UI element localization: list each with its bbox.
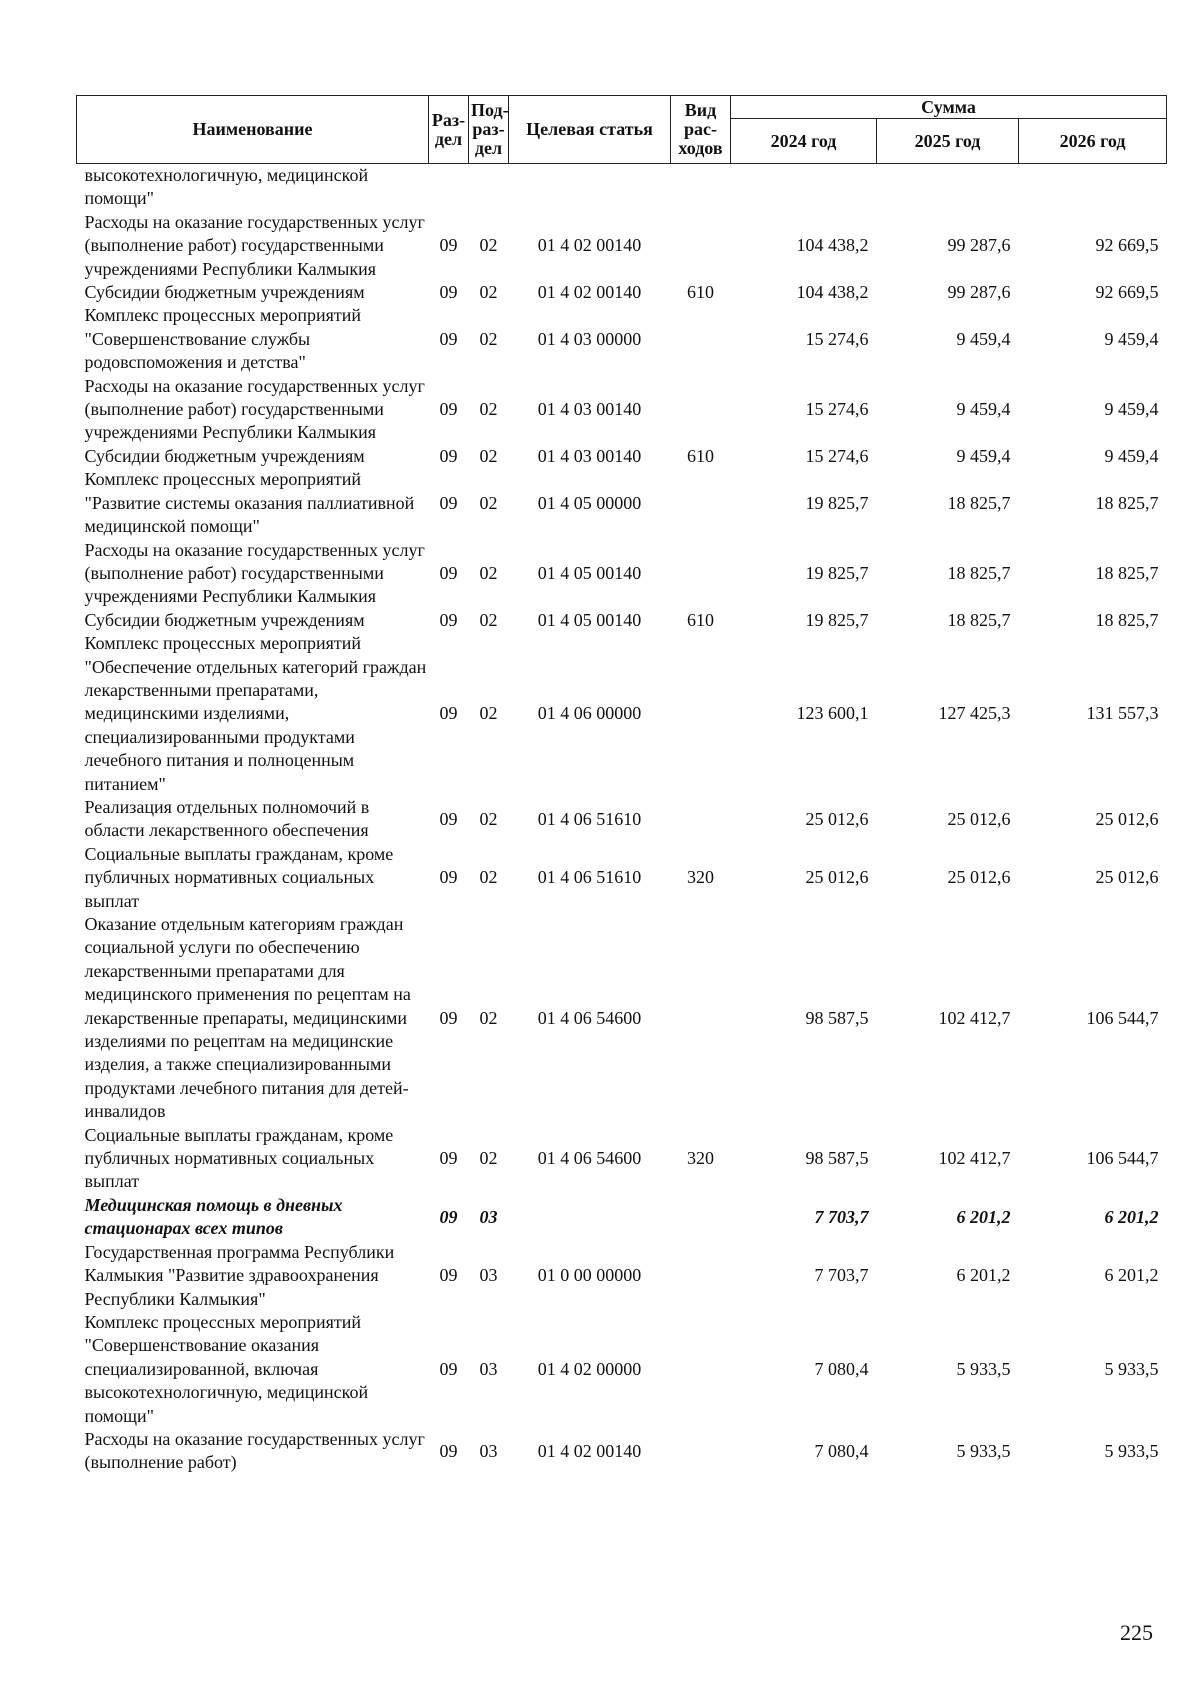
cell-2025: 9 459,4 bbox=[956, 445, 1011, 466]
cell-name: Субсидии бюджетным учреждениям bbox=[84, 445, 365, 466]
cell-2025: 18 825,7 bbox=[947, 492, 1011, 513]
cell-name: Оказание отдельным категориям граждан социальной услуги по обеспечению лекарственными препаратами для медицинского применения по рецептам на лекарственные препараты, медицинскими изделиями по рецептам на медицинские изделия, а также специализированными продуктами лечебного питания для детей-инвалидов bbox=[84, 914, 411, 1122]
cell-name: Государственная программа Республики Калмыкия "Развитие здравоохранения Республики Калмыкия" bbox=[84, 1241, 395, 1309]
cell-vid bbox=[671, 539, 731, 609]
cell-celevaya: 01 4 02 00140 bbox=[537, 235, 642, 256]
cell-razdel: 09 bbox=[439, 808, 458, 829]
cell-2025: 102 412,7 bbox=[938, 1007, 1011, 1028]
cell-vid bbox=[671, 913, 731, 1124]
cell-name: Комплекс процессных мероприятий "Совершенствование службы родовспоможения и детства" bbox=[84, 305, 362, 373]
cell-2024: 7 703,7 bbox=[814, 1265, 869, 1286]
cell-razdel: 09 bbox=[439, 445, 458, 466]
cell-2024: 15 274,6 bbox=[805, 399, 869, 420]
table-row bbox=[77, 1428, 1167, 1475]
cell-vid bbox=[671, 1428, 731, 1475]
cell-2024: 19 825,7 bbox=[805, 492, 869, 513]
cell-celevaya: 01 4 06 51610 bbox=[537, 808, 642, 829]
table-row bbox=[77, 913, 1167, 1124]
table-row bbox=[77, 539, 1167, 609]
cell-2025: 6 201,2 bbox=[956, 1206, 1011, 1227]
cell-podrazdel: 03 bbox=[479, 1265, 498, 1286]
cell-razdel: 09 bbox=[439, 1440, 458, 1461]
cell-2026: 106 544,7 bbox=[1086, 1007, 1159, 1028]
table-row bbox=[77, 609, 1167, 632]
table-header bbox=[77, 96, 1167, 164]
table-row bbox=[77, 211, 1167, 281]
cell-2024: 7 703,7 bbox=[814, 1206, 869, 1227]
cell-podrazdel: 02 bbox=[479, 808, 498, 829]
cell-2024: 98 587,5 bbox=[805, 1007, 869, 1028]
table-row bbox=[77, 632, 1167, 796]
cell-2026: 9 459,4 bbox=[1104, 399, 1159, 420]
cell-name: высокотехнологичную, медицинской помощи" bbox=[84, 165, 369, 209]
cell-2026: 18 825,7 bbox=[1095, 492, 1159, 513]
cell-name: Комплекс процессных мероприятий "Совершенствование оказания специализированной, включая высокотехнологичную, медицинской помощи" bbox=[84, 1311, 369, 1426]
cell-celevaya: 01 4 06 00000 bbox=[537, 703, 642, 724]
cell-2024: 104 438,2 bbox=[796, 235, 869, 256]
cell-2024 bbox=[731, 164, 877, 211]
cell-2026: 6 201,2 bbox=[1104, 1206, 1159, 1227]
cell-2026: 6 201,2 bbox=[1104, 1265, 1159, 1286]
cell-2026: 131 557,3 bbox=[1086, 703, 1159, 724]
cell-podrazdel: 03 bbox=[479, 1206, 498, 1227]
cell-vid bbox=[671, 468, 731, 538]
cell-podrazdel bbox=[469, 164, 509, 211]
header-name: Наименование bbox=[77, 96, 429, 164]
table-row bbox=[77, 1241, 1167, 1311]
cell-vid: 610 bbox=[687, 282, 714, 303]
cell-vid bbox=[671, 1311, 731, 1428]
cell-2024: 25 012,6 bbox=[805, 867, 869, 888]
cell-2026 bbox=[1019, 164, 1167, 211]
cell-podrazdel: 02 bbox=[479, 703, 498, 724]
cell-2025: 9 459,4 bbox=[956, 399, 1011, 420]
cell-podrazdel: 02 bbox=[479, 282, 498, 303]
cell-2026: 25 012,6 bbox=[1095, 808, 1159, 829]
cell-2026: 18 825,7 bbox=[1095, 609, 1159, 630]
cell-name: Расходы на оказание государственных услуг (выполнение работ) государственными учреждениями Республики Калмыкия bbox=[84, 375, 425, 443]
cell-2026: 18 825,7 bbox=[1095, 562, 1159, 583]
cell-2024: 15 274,6 bbox=[805, 445, 869, 466]
cell-podrazdel: 02 bbox=[479, 562, 498, 583]
table-row bbox=[77, 281, 1167, 304]
cell-celevaya bbox=[509, 1194, 671, 1241]
cell-celevaya: 01 0 00 00000 bbox=[537, 1265, 642, 1286]
cell-name: Реализация отдельных полномочий в области лекарственного обеспечения bbox=[84, 796, 370, 841]
cell-2025: 18 825,7 bbox=[947, 562, 1011, 583]
cell-razdel: 09 bbox=[439, 1206, 458, 1227]
cell-2025: 25 012,6 bbox=[947, 808, 1011, 829]
cell-razdel: 09 bbox=[439, 399, 458, 420]
header-2024: 2024 год bbox=[731, 119, 877, 164]
cell-2025 bbox=[877, 164, 1019, 211]
table-row bbox=[77, 796, 1167, 843]
cell-vid: 320 bbox=[687, 1148, 714, 1169]
cell-2026: 106 544,7 bbox=[1086, 1148, 1159, 1169]
cell-vid bbox=[671, 211, 731, 281]
cell-razdel: 09 bbox=[439, 1358, 458, 1379]
cell-2026: 5 933,5 bbox=[1104, 1440, 1159, 1461]
cell-razdel: 09 bbox=[439, 492, 458, 513]
header-celevaya: Целевая статья bbox=[509, 96, 671, 164]
cell-2025: 102 412,7 bbox=[938, 1148, 1011, 1169]
cell-vid bbox=[671, 1241, 731, 1311]
page-number: 225 bbox=[1120, 1620, 1153, 1645]
cell-podrazdel: 02 bbox=[479, 1148, 498, 1169]
cell-celevaya: 01 4 03 00000 bbox=[537, 328, 642, 349]
cell-podrazdel: 03 bbox=[479, 1440, 498, 1461]
cell-podrazdel: 02 bbox=[479, 328, 498, 349]
cell-celevaya: 01 4 02 00140 bbox=[537, 1440, 642, 1461]
cell-vid: 320 bbox=[687, 867, 714, 888]
cell-2024: 98 587,5 bbox=[805, 1148, 869, 1169]
cell-razdel: 09 bbox=[439, 1148, 458, 1169]
cell-vid bbox=[671, 632, 731, 796]
cell-razdel: 09 bbox=[439, 282, 458, 303]
cell-razdel: 09 bbox=[439, 328, 458, 349]
cell-razdel: 09 bbox=[439, 562, 458, 583]
cell-celevaya: 01 4 05 00140 bbox=[537, 562, 642, 583]
cell-vid: 610 bbox=[687, 609, 714, 630]
header-2025: 2025 год bbox=[877, 119, 1019, 164]
cell-2026: 92 669,5 bbox=[1095, 235, 1159, 256]
table-body bbox=[77, 164, 1167, 1475]
cell-celevaya: 01 4 03 00140 bbox=[537, 399, 642, 420]
cell-vid: 610 bbox=[687, 445, 714, 466]
cell-vid bbox=[671, 375, 731, 445]
cell-razdel: 09 bbox=[439, 1007, 458, 1028]
cell-2026: 92 669,5 bbox=[1095, 282, 1159, 303]
cell-name: Расходы на оказание государственных услуг (выполнение работ) государственными учреждениями Республики Калмыкия bbox=[84, 211, 425, 279]
cell-2024: 25 012,6 bbox=[805, 808, 869, 829]
cell-celevaya bbox=[509, 164, 671, 211]
table-row bbox=[77, 445, 1167, 468]
cell-vid bbox=[671, 1194, 731, 1241]
cell-celevaya: 01 4 03 00140 bbox=[537, 445, 642, 466]
table-row bbox=[77, 1194, 1167, 1241]
cell-name: Социальные выплаты гражданам, кроме публичных нормативных социальных выплат bbox=[84, 1124, 394, 1192]
cell-2025: 99 287,6 bbox=[947, 282, 1011, 303]
cell-2024: 7 080,4 bbox=[814, 1358, 869, 1379]
cell-2024: 19 825,7 bbox=[805, 562, 869, 583]
cell-name: Медицинская помощь в дневных стационарах всех типов bbox=[84, 1194, 343, 1239]
header-summa: Сумма bbox=[731, 96, 1167, 119]
cell-podrazdel: 02 bbox=[479, 399, 498, 420]
cell-celevaya: 01 4 06 54600 bbox=[537, 1148, 642, 1169]
cell-name: Расходы на оказание государственных услуг (выполнение работ) государственными учреждениями Республики Калмыкия bbox=[84, 539, 425, 607]
cell-celevaya: 01 4 02 00140 bbox=[537, 282, 642, 303]
table-row bbox=[77, 304, 1167, 374]
cell-2024: 104 438,2 bbox=[796, 282, 869, 303]
header-vid: Вид рас-ходов bbox=[671, 96, 731, 164]
cell-razdel: 09 bbox=[439, 703, 458, 724]
cell-name: Субсидии бюджетным учреждениям bbox=[84, 609, 365, 630]
cell-celevaya: 01 4 06 54600 bbox=[537, 1007, 642, 1028]
cell-2026: 25 012,6 bbox=[1095, 867, 1159, 888]
cell-2026: 9 459,4 bbox=[1104, 328, 1159, 349]
cell-name: Субсидии бюджетным учреждениям bbox=[84, 282, 365, 303]
cell-celevaya: 01 4 05 00000 bbox=[537, 492, 642, 513]
table-row bbox=[77, 1311, 1167, 1428]
cell-podrazdel: 03 bbox=[479, 1358, 498, 1379]
cell-celevaya: 01 4 02 00000 bbox=[537, 1358, 642, 1379]
cell-podrazdel: 02 bbox=[479, 445, 498, 466]
budget-table bbox=[76, 95, 1167, 1475]
cell-razdel: 09 bbox=[439, 609, 458, 630]
table-row bbox=[77, 468, 1167, 538]
table-row bbox=[77, 164, 1167, 211]
cell-podrazdel: 02 bbox=[479, 609, 498, 630]
cell-2025: 25 012,6 bbox=[947, 867, 1011, 888]
cell-2024: 7 080,4 bbox=[814, 1440, 869, 1461]
cell-2026: 5 933,5 bbox=[1104, 1358, 1159, 1379]
cell-vid bbox=[671, 164, 731, 211]
cell-celevaya: 01 4 06 51610 bbox=[537, 867, 642, 888]
cell-name: Комплекс процессных мероприятий "Развитие системы оказания паллиативной медицинской помощи" bbox=[84, 469, 415, 537]
cell-vid bbox=[671, 304, 731, 374]
cell-2025: 5 933,5 bbox=[956, 1440, 1011, 1461]
header-2026: 2026 год bbox=[1019, 119, 1167, 164]
cell-2026: 9 459,4 bbox=[1104, 445, 1159, 466]
cell-name: Расходы на оказание государственных услуг (выполнение работ) bbox=[84, 1428, 425, 1473]
cell-razdel bbox=[429, 164, 469, 211]
table-row bbox=[77, 1124, 1167, 1194]
cell-razdel: 09 bbox=[439, 867, 458, 888]
table-row bbox=[77, 843, 1167, 913]
header-razdel: Раз-дел bbox=[429, 96, 469, 164]
cell-2025: 6 201,2 bbox=[956, 1265, 1011, 1286]
cell-celevaya: 01 4 05 00140 bbox=[537, 609, 642, 630]
cell-2025: 127 425,3 bbox=[938, 703, 1011, 724]
cell-2025: 5 933,5 bbox=[956, 1358, 1011, 1379]
cell-podrazdel: 02 bbox=[479, 492, 498, 513]
cell-vid bbox=[671, 796, 731, 843]
cell-2025: 18 825,7 bbox=[947, 609, 1011, 630]
cell-razdel: 09 bbox=[439, 235, 458, 256]
cell-2024: 15 274,6 bbox=[805, 328, 869, 349]
cell-name: Социальные выплаты гражданам, кроме публичных нормативных социальных выплат bbox=[84, 843, 394, 911]
cell-name: Комплекс процессных мероприятий "Обеспечение отдельных категорий граждан лекарственными препаратами, медицинскими изделиями, специализированными продуктами лечебного питания и полноценным питанием" bbox=[84, 633, 427, 794]
cell-razdel: 09 bbox=[439, 1265, 458, 1286]
table-row bbox=[77, 375, 1167, 445]
cell-2025: 9 459,4 bbox=[956, 328, 1011, 349]
cell-podrazdel: 02 bbox=[479, 235, 498, 256]
cell-podrazdel: 02 bbox=[479, 867, 498, 888]
cell-2024: 123 600,1 bbox=[796, 703, 869, 724]
cell-podrazdel: 02 bbox=[479, 1007, 498, 1028]
header-podrazdel: Под-раз-дел bbox=[469, 96, 509, 164]
cell-2025: 99 287,6 bbox=[947, 235, 1011, 256]
cell-2024: 19 825,7 bbox=[805, 609, 869, 630]
